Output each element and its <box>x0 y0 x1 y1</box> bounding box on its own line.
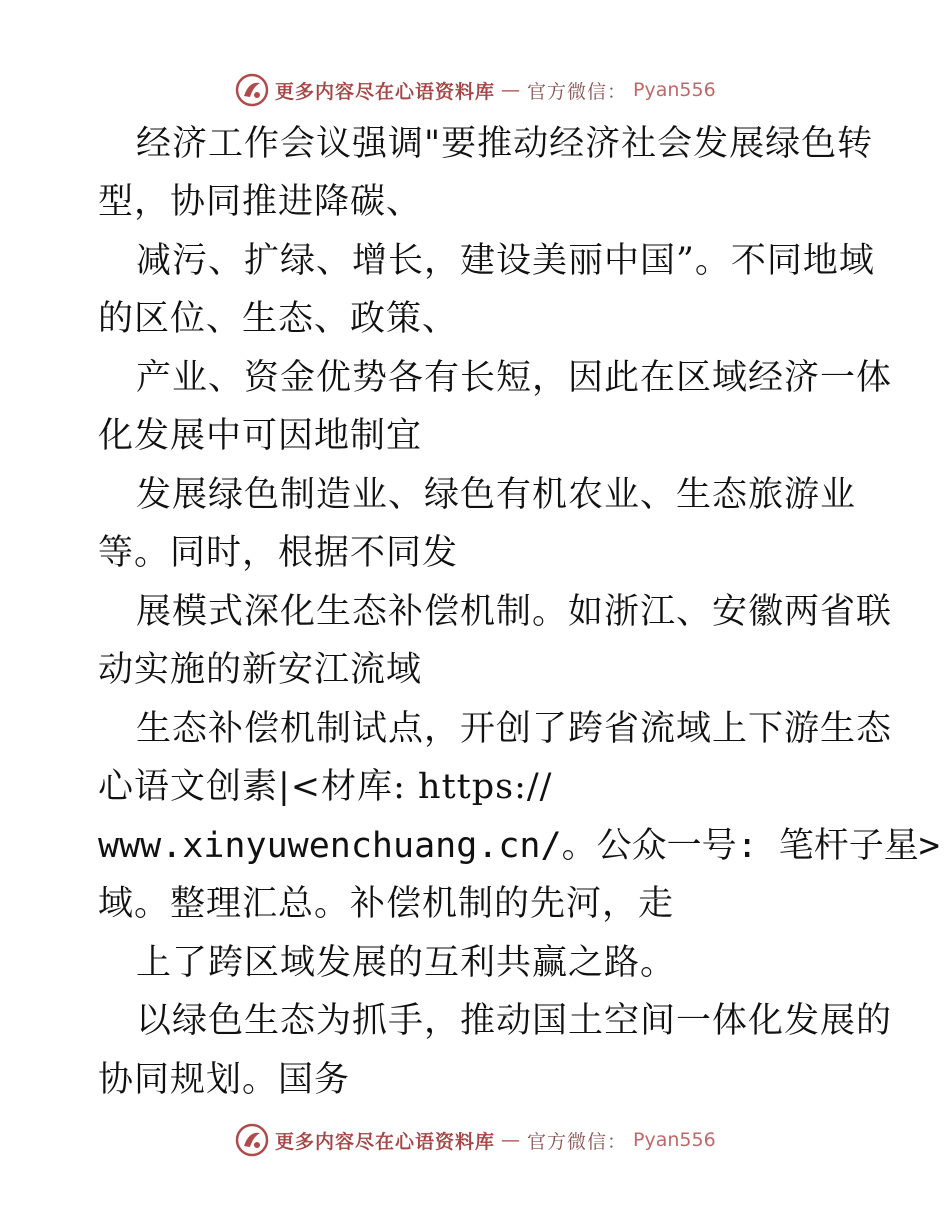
text-line: 型，协同推进降碳、 <box>98 182 423 222</box>
text-line: 动实施的新安江流域 <box>98 650 423 690</box>
text-line: 域。整理汇总。补偿机制的先河，走 <box>98 884 675 924</box>
footer-banner <box>235 1122 716 1158</box>
xinyu-logo-icon <box>235 73 269 107</box>
footer-wechat-label: 官方微信： <box>527 1130 628 1153</box>
text-line: 发展绿色制造业、绿色有机农业、生态旅游业 <box>136 475 857 515</box>
header-site-text: 更多内容尽在心语资料库 <box>275 80 496 103</box>
text-line: 心语文创素|<材库: https:// <box>98 767 553 807</box>
text-line: 减污、扩绿、增长，建设美丽中国”。不同地域 <box>136 241 875 281</box>
header-banner <box>235 72 716 108</box>
text-line: 协同规划。国务 <box>98 1060 351 1100</box>
text-line: www.xinyuwenchuang.cn/。公众一号: 笔杆子星> <box>98 826 940 866</box>
text-line: 产业、资金优势各有长短，因此在区域经济一体 <box>136 358 893 398</box>
text-line: 以绿色生态为抓手，推动国土空间一体化发展的 <box>136 1001 893 1041</box>
text-line: 上了跨区域发展的互利共赢之路。 <box>136 943 677 983</box>
header-dash: — <box>501 79 522 101</box>
text-line: 经济工作会议强调"要推动经济社会发展绿色转 <box>136 124 874 164</box>
header-wechat-label: 官方微信： <box>527 80 628 103</box>
footer-site-text: 更多内容尽在心语资料库 <box>275 1130 496 1153</box>
text-line: 化发展中可因地制宜 <box>98 416 423 456</box>
xinyu-logo-icon <box>235 1123 269 1157</box>
text-line: 生态补偿机制试点，开创了跨省流域上下游生态 <box>136 709 893 749</box>
text-line: 等。同时，根据不同发 <box>98 533 459 573</box>
footer-wechat-id: Pyan556 <box>633 1129 716 1151</box>
text-line: 的区位、生态、政策、 <box>98 299 459 339</box>
footer-dash: — <box>501 1129 522 1151</box>
text-line: 展模式深化生态补偿机制。如浙江、安徽两省联 <box>136 592 893 632</box>
header-wechat-id: Pyan556 <box>633 79 716 101</box>
